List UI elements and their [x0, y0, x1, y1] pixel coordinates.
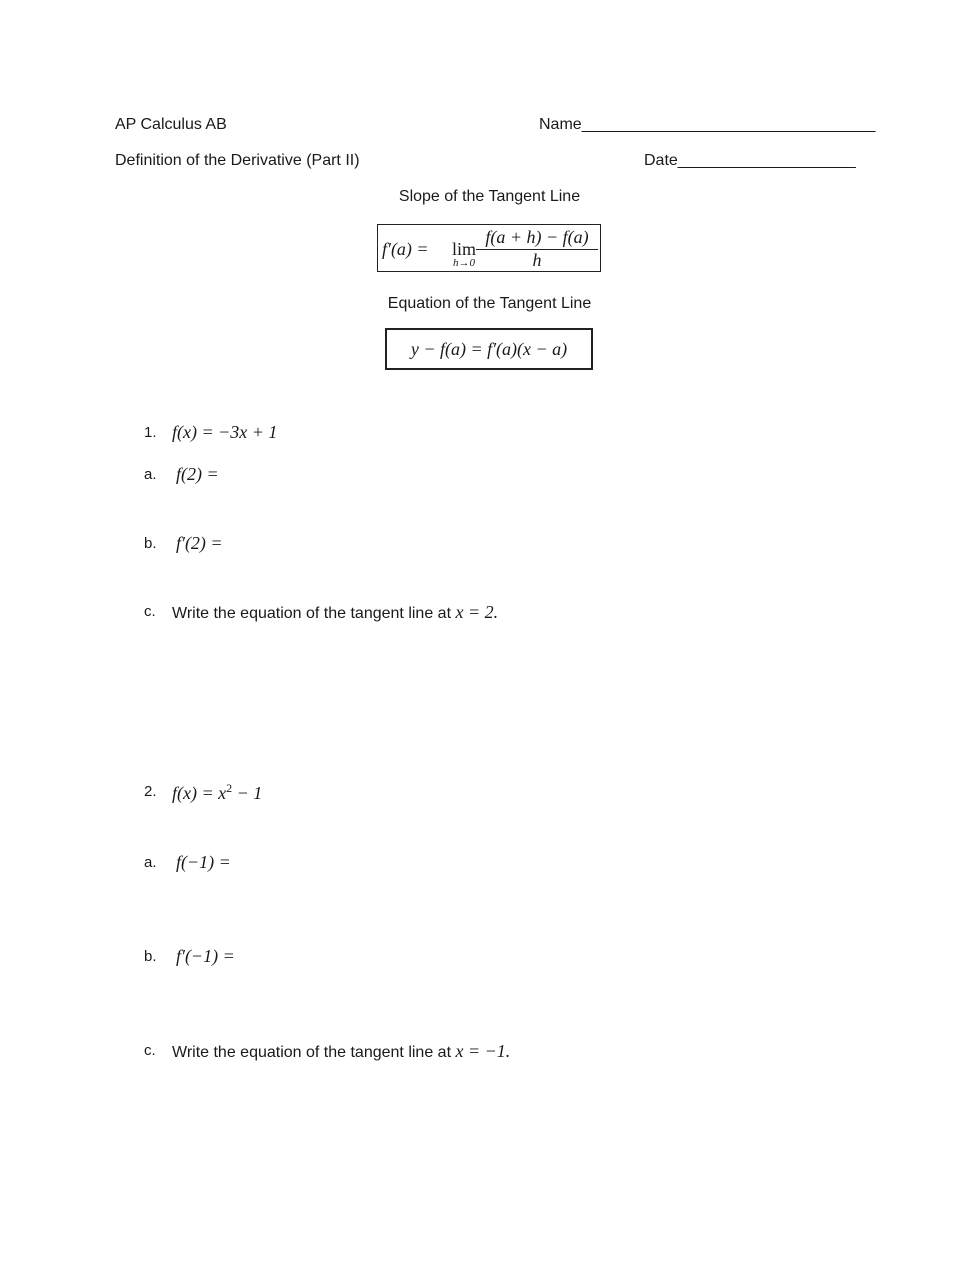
fraction-numerator: f(a + h) − f(a)	[485, 227, 589, 247]
limit-subscript: h→0	[453, 257, 475, 269]
problem-2-number: 2.	[144, 783, 157, 800]
problem-2-function-tail: − 1	[232, 783, 263, 803]
fraction-denominator: h	[532, 250, 542, 270]
problem-2b-expression: f′(−1) =	[176, 946, 235, 966]
limit-operator	[450, 239, 478, 269]
problem-2c-math: x = −1.	[455, 1041, 511, 1061]
name-field[interactable]	[539, 116, 875, 134]
problem-2b-label: b.	[144, 948, 157, 965]
formula-lhs: f′(a) =	[382, 239, 429, 259]
problem-1c-math: x = 2.	[455, 602, 499, 622]
problem-1-number: 1.	[144, 424, 157, 441]
difference-quotient	[476, 226, 598, 270]
tangent-line-formula	[385, 328, 593, 370]
problem-1c-text: Write the equation of the tangent line at	[172, 605, 456, 622]
problem-2c-prompt	[172, 1041, 510, 1062]
problem-1b-label: b.	[144, 535, 157, 552]
limit-text: lim	[451, 239, 476, 259]
name-line: _________________________________	[581, 116, 876, 133]
problem-2c-text: Write the equation of the tangent line at	[172, 1044, 456, 1061]
problem-2-function	[172, 781, 262, 804]
slope-section-title: Slope of the Tangent Line	[398, 188, 581, 205]
equation-section-title: Equation of the Tangent Line	[387, 295, 592, 312]
date-line: ____________________	[677, 152, 856, 169]
course-title: AP Calculus AB	[115, 116, 227, 133]
problem-2-function-base: f(x) = x	[172, 783, 227, 803]
name-label: Name	[539, 116, 582, 133]
problem-2a-expression: f(−1) =	[176, 852, 231, 872]
problem-2-function-exponent: 2	[226, 781, 233, 795]
worksheet-topic: Definition of the Derivative (Part II)	[115, 152, 360, 169]
problem-1-function: f(x) = −3x + 1	[172, 422, 278, 442]
derivative-definition-formula	[377, 224, 601, 272]
problem-1c-label: c.	[144, 603, 156, 620]
problem-1b-expression: f′(2) =	[176, 533, 223, 553]
problem-1c-prompt	[172, 602, 498, 623]
problem-1a-label: a.	[144, 466, 157, 483]
tangent-line-equation: y − f(a) = f′(a)(x − a)	[410, 339, 568, 359]
problem-2a-label: a.	[144, 854, 157, 871]
date-label: Date	[644, 152, 678, 169]
problem-2c-label: c.	[144, 1042, 156, 1059]
problem-1a-expression: f(2) =	[176, 464, 219, 484]
date-field[interactable]	[644, 152, 856, 170]
